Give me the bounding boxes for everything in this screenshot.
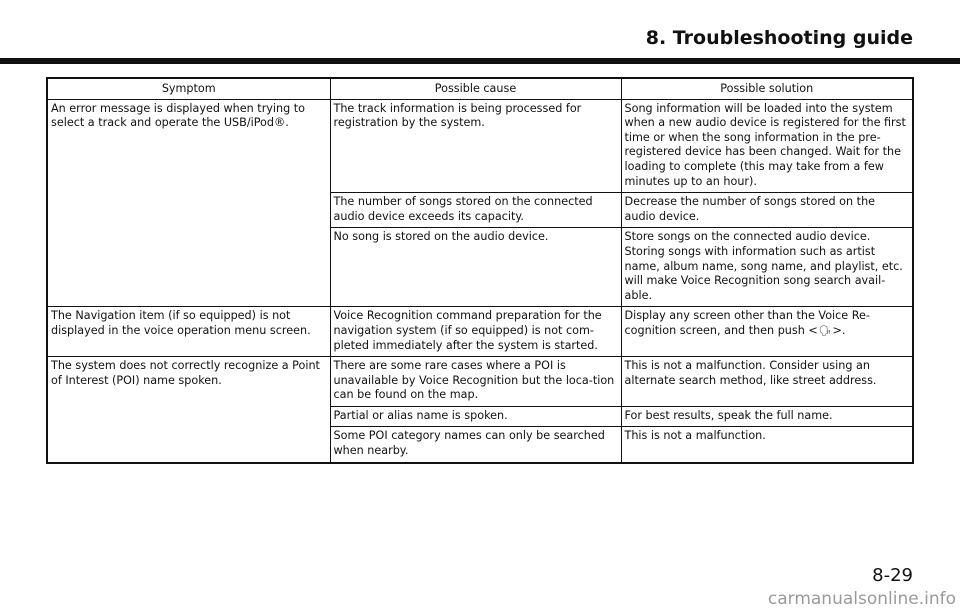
section-title: 8. Troubleshooting guide — [645, 27, 913, 49]
column-header-cause: Possible cause — [330, 78, 621, 99]
cause-cell: The number of songs stored on the connected audio device exceeds its capacity. — [330, 193, 621, 228]
solution-cell — [621, 307, 913, 357]
table-header-row — [47, 78, 913, 99]
troubleshooting-table — [46, 77, 914, 464]
solution-cell: For best results, speak the full name. — [621, 406, 913, 427]
solution-text-suffix: >. — [832, 323, 846, 337]
cause-cell: Some POI category names can only be searched when nearby. — [330, 427, 621, 463]
column-header-solution: Possible solution — [621, 78, 913, 99]
solution-cell: Song information will be loaded into the system when a new audio device is registered for the first time or when the song information in the pre-registered device has been changed. Wait for the loading to complete (this may take from a few minutes up to an hour). — [621, 99, 913, 193]
table-row — [47, 99, 913, 193]
cause-cell: The track information is being processed for registration by the system. — [330, 99, 621, 193]
page-number: 8-29 — [872, 565, 913, 586]
cause-cell: Partial or alias name is spoken. — [330, 406, 621, 427]
header-rule — [0, 58, 960, 64]
watermark: carmanualsonline.info — [767, 589, 956, 609]
solution-cell: Store songs on the connected audio device. Storing songs with information such as artist name, album name, song name, and playlist, etc. will make Voice Recognition song search avail-able. — [621, 228, 913, 307]
solution-cell: This is not a malfunction. Consider using an alternate search method, like street address. — [621, 357, 913, 407]
cause-cell: There are some rare cases where a POI is unavailable by Voice Recognition but the loca-tion can be found on the map. — [330, 357, 621, 407]
solution-cell: Decrease the number of songs stored on the audio device. — [621, 193, 913, 228]
symptom-cell: An error message is displayed when trying to select a track and operate the USB/iPod®. — [47, 99, 330, 307]
table-row — [47, 307, 913, 357]
symptom-cell: The Navigation item (if so equipped) is not displayed in the voice operation menu screen. — [47, 307, 330, 357]
cause-cell: Voice Recognition command preparation for the navigation system (if so equipped) is not com-pleted immediately after the system is started. — [330, 307, 621, 357]
solution-text: Display any screen other than the Voice Re-cognition screen, and then push < — [624, 309, 870, 337]
column-header-symptom: Symptom — [47, 78, 330, 99]
symptom-cell: The system does not correctly recognize a Point of Interest (POI) name spoken. — [47, 357, 330, 463]
voice-talk-icon: 🗣 — [818, 325, 832, 337]
solution-cell: This is not a malfunction. — [621, 427, 913, 463]
cause-cell: No song is stored on the audio device. — [330, 228, 621, 307]
table-row — [47, 357, 913, 407]
